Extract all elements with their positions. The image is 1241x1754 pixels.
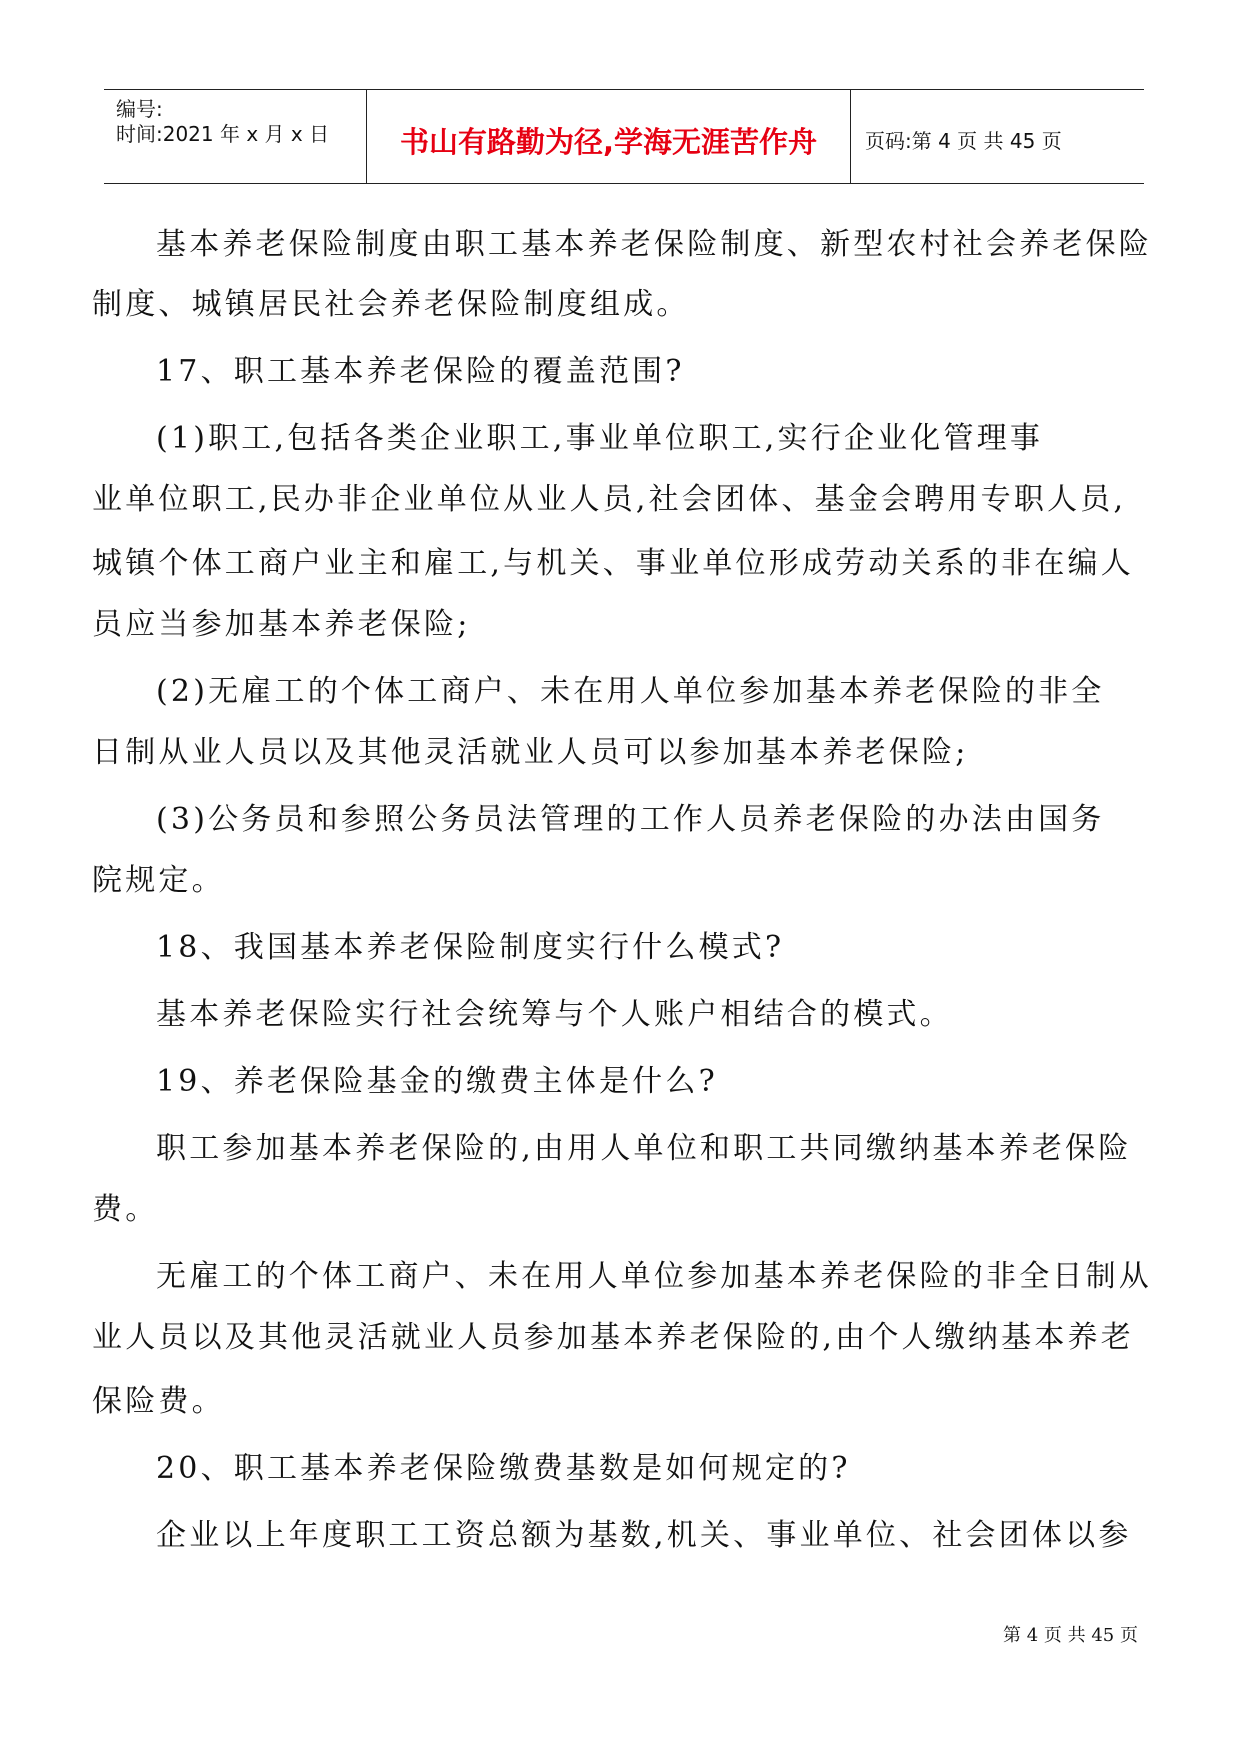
doc-number-label: 编号: [116,97,163,121]
paragraph-line: 基本养老保险制度由职工基本养老保险制度、新型农村社会养老保险 [156,227,1152,262]
paragraph-line: (1)职工,包括各类企业职工,事业单位职工,实行企业化管理事 [156,421,1044,456]
paragraph-line: 企业以上年度职工工资总额为基数,机关、事业单位、社会团体以参 [156,1518,1132,1553]
paragraph-line: 员应当参加基本养老保险; [92,607,471,642]
paragraph-line: 日制从业人员以及其他灵活就业人员可以参加基本养老保险; [92,735,969,770]
paragraph-line: 业单位职工,民办非企业单位从业人员,社会团体、基金会聘用专职人员, [92,482,1127,517]
paragraph-line: 费。 [92,1192,159,1227]
question-heading: 19、养老保险基金的缴费主体是什么? [156,1064,718,1099]
header-meta-cell [104,90,367,183]
page-header [104,89,1144,184]
header-page-cell [851,90,1144,183]
paragraph-line: 制度、城镇居民社会养老保险制度组成。 [92,287,690,322]
header-page-code: 页码:第 4 页 共 45 页 [865,129,1062,153]
paragraph-line: 无雇工的个体工商户、未在用人单位参加基本养老保险的非全日制从 [156,1259,1152,1294]
paragraph-line: (2)无雇工的个体工商户、未在用人单位参加基本养老保险的非全 [156,674,1105,709]
doc-time-label: 时间:2021 年 x 月 x 日 [116,122,330,146]
header-motto: 书山有路勤为径,学海无涯苦作舟 [399,125,818,159]
paragraph-line: 基本养老保险实行社会统筹与个人账户相结合的模式。 [156,997,953,1032]
paragraph-line: (3)公务员和参照公务员法管理的工作人员养老保险的办法由国务 [156,802,1105,837]
paragraph-line: 职工参加基本养老保险的,由用人单位和职工共同缴纳基本养老保险 [156,1131,1132,1166]
paragraph-line: 城镇个体工商户业主和雇工,与机关、事业单位形成劳动关系的非在编人 [92,546,1134,581]
page-footer: 第 4 页 共 45 页 [1003,1625,1138,1646]
header-motto-cell [367,90,851,183]
paragraph-line: 业人员以及其他灵活就业人员参加基本养老保险的,由个人缴纳基本养老 [92,1320,1134,1355]
question-heading: 17、职工基本养老保险的覆盖范围? [156,354,685,389]
paragraph-line: 保险费。 [92,1384,225,1419]
paragraph-line: 院规定。 [92,863,225,898]
question-heading: 18、我国基本养老保险制度实行什么模式? [156,930,785,965]
question-heading: 20、职工基本养老保险缴费基数是如何规定的? [156,1451,851,1486]
